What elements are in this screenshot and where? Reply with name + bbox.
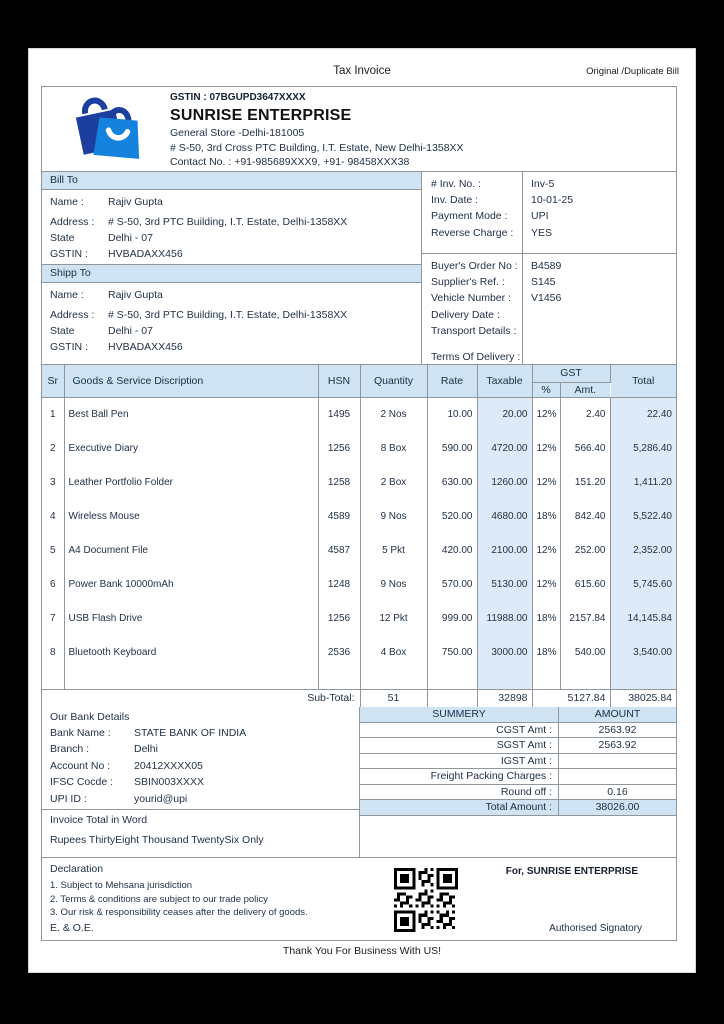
bank-details-block [42,707,359,810]
col-rate: Rate [427,365,477,397]
address-field-row [50,307,413,323]
summary-filler [360,816,676,858]
col-gst-pct: % [532,382,560,397]
item-rate: 570.00 [427,568,477,602]
item-gst-pct: 18% [532,636,560,670]
item-sr: 7 [42,602,64,636]
company-gstin: GSTIN : 07BGUPD3647XXXX [170,92,306,103]
item-rate: 420.00 [427,533,477,567]
meta-value: V1456 [531,292,562,305]
invoice-page [28,48,696,973]
items-section [42,365,676,707]
items-table [42,365,676,707]
item-qty: 5 Pkt [360,533,427,567]
item-hsn: 2536 [318,636,360,670]
items-filler-row [42,670,676,689]
summary-amount [558,754,676,769]
item-row [42,568,676,602]
meta-value: S145 [531,276,556,289]
meta-row [422,274,676,290]
meta-row [422,225,676,241]
summary-row [360,769,676,785]
summary-amount [558,769,676,784]
item-qty: 9 Nos [360,499,427,533]
item-gst-amt: 151.20 [560,465,610,499]
item-gst-amt: 566.40 [560,431,610,465]
item-description: A4 Document File [64,533,318,567]
address-field-row [50,339,413,355]
item-gst-pct: 18% [532,499,560,533]
subtotal-label: Sub-Total: [42,689,360,707]
bank-value: yourid@upi [134,792,188,805]
item-row [42,533,676,567]
bank-value: 20412XXXX05 [134,759,203,772]
subtotal-rate [427,689,477,707]
meta-value: YES [531,226,553,239]
item-rate: 10.00 [427,397,477,431]
field-value: Delhi - 07 [108,232,153,244]
summary-label: Total Amount : [485,801,552,813]
item-taxable: 2100.00 [477,533,532,567]
field-value: Delhi - 07 [108,325,153,337]
address-field-row [50,194,413,210]
meta-value: UPI [531,210,549,223]
field-label: GSTIN : [50,341,88,353]
bank-row [50,725,351,741]
item-gst-pct: 12% [532,397,560,431]
bank-label: Account No : [50,759,111,772]
bank-details-title: Our Bank Details [50,711,130,723]
item-taxable: 4720.00 [477,431,532,465]
item-description: Power Bank 10000mAh [64,568,318,602]
field-value: Rajiv Gupta [108,196,163,208]
item-total: 1,411.20 [610,465,676,499]
subtotal-qty: 51 [360,689,427,707]
bank-value: Delhi [134,743,158,756]
field-value: # S-50, 3rd PTC Building, I.T. Estate, Delhi-1358XX [108,216,348,228]
item-total: 5,286.40 [610,431,676,465]
summary-label: IGST Amt : [500,754,552,767]
invoice-frame [41,86,677,941]
meta-label: Vehicle Number : [431,292,511,305]
field-label: State [50,325,75,337]
item-gst-amt: 540.00 [560,636,610,670]
qr-code [394,868,458,932]
bill-to-title: Bill To [42,172,421,190]
amount-in-words-block [42,810,359,850]
col-gst: GST [532,365,610,382]
item-description: Best Ball Pen [64,397,318,431]
company-header [42,87,676,172]
item-qty: 12 Pkt [360,602,427,636]
items-header-row [42,365,676,382]
meta-value: 10-01-25 [531,194,574,207]
field-value: # S-50, 3rd PTC Building, I.T. Estate, Delhi-1358XX [108,309,348,321]
meta-value: Inv-5 [531,178,555,190]
summary-amount: 38026.00 [558,800,676,815]
bank-details-column [42,707,360,857]
declaration-list [50,879,308,920]
item-row [42,431,676,465]
company-tagline: General Store -Delhi-181005 [170,127,305,139]
col-sr: Sr [42,365,64,397]
summary-label: SGST Amt : [496,739,552,751]
addresses-column [42,172,422,364]
field-label: GSTIN : [50,248,88,260]
item-qty: 9 Nos [360,568,427,602]
meta-value [522,323,531,339]
item-sr: 1 [42,397,64,431]
col-hsn: HSN [318,365,360,397]
col-quantity: Quantity [360,365,427,397]
item-row [42,397,676,431]
item-sr: 3 [42,465,64,499]
summary-header-row [360,707,676,723]
meta-row [422,208,676,224]
item-rate: 520.00 [427,499,477,533]
bank-rows [50,725,351,807]
copy-type-label: Original /Duplicate Bill [586,66,679,77]
meta-label: Terms Of Delivery : [431,351,521,364]
company-contact: Contact No. : +91-985689XXX9, +91- 98458XXX38 [170,156,410,169]
ship-to-title: Shipp To [42,265,421,283]
item-description: Executive Diary [64,431,318,465]
item-total: 22.40 [610,397,676,431]
item-qty: 8 Box [360,431,427,465]
item-description: Wireless Mouse [64,499,318,533]
summary-label: Freight Packing Charges : [430,770,552,782]
ship-to-fields [42,283,421,357]
item-row [42,499,676,533]
field-label: Name : [50,196,84,208]
col-taxable: Taxable [477,365,532,397]
summary-amount: 2563.92 [558,723,676,738]
item-total: 5,522.40 [610,499,676,533]
item-total: 14,145.84 [610,602,676,636]
item-gst-amt: 2157.84 [560,602,610,636]
item-hsn: 1248 [318,568,360,602]
bank-row [50,758,351,774]
item-total: 2,352.00 [610,533,676,567]
item-qty: 2 Box [360,465,427,499]
item-rate: 999.00 [427,602,477,636]
item-description: USB Flash Drive [64,602,318,636]
for-company-label: For, SUNRISE ENTERPRISE [505,866,638,877]
meta-group-shipping [422,254,676,365]
amount-words-title: Invoice Total in Word [50,814,148,826]
field-value: HVBADAXX456 [108,341,183,353]
bank-label: Bank Name : [50,727,111,739]
item-hsn: 1495 [318,397,360,431]
item-gst-pct: 18% [532,602,560,636]
field-value: HVBADAXX456 [108,248,183,260]
declaration-item: 3. Our risk & responsibility ceases after the delivery of goods. [50,907,308,918]
item-rate: 590.00 [427,431,477,465]
col-gst-amt: Amt. [560,382,610,397]
summary-row [360,738,676,754]
eoe-label: E. & O.E. [50,922,94,934]
item-row [42,602,676,636]
meta-row [422,258,676,274]
item-description: Bluetooth Keyboard [64,636,318,670]
item-gst-pct: 12% [532,533,560,567]
thank-you-note: Thank You For Business With US! [282,945,442,957]
item-gst-amt: 842.40 [560,499,610,533]
item-rate: 630.00 [427,465,477,499]
meta-label: Supplier's Ref. : [431,276,505,289]
item-taxable: 3000.00 [477,636,532,670]
meta-label: Inv. Date : [431,194,479,207]
item-hsn: 1256 [318,602,360,636]
meta-value: B4589 [531,260,562,272]
declaration-item: 2. Terms & conditions are subject to our trade policy [50,893,268,905]
authorised-signatory-label: Authorised Signatory [549,923,642,934]
meta-divider [522,172,523,364]
field-label: Address : [50,216,95,228]
meta-value [522,349,531,365]
item-gst-pct: 12% [532,431,560,465]
field-value: Rajiv Gupta [108,289,163,301]
address-field-row [50,323,413,339]
meta-label: Transport Details : [431,324,517,337]
subtotal-row [42,689,676,707]
company-address: # S-50, 3rd Cross PTC Building, I.T. Estate, New Delhi-1358XX [170,141,464,154]
field-label: Address : [50,309,95,321]
item-sr: 5 [42,533,64,567]
item-rate: 750.00 [427,636,477,670]
meta-label: Payment Mode : [431,210,508,223]
declaration-section [42,857,676,940]
document-title: Tax Invoice [333,65,391,77]
amount-words-value: Rupees ThirtyEight Thousand TwentySix Only [50,834,264,846]
company-info [170,92,464,169]
meta-label: Delivery Date : [431,308,500,321]
item-taxable: 11988.00 [477,602,532,636]
summary-label: CGST Amt : [496,723,552,736]
summary-amount: 2563.92 [558,738,676,753]
company-name: SUNRISE ENTERPRISE [170,106,352,124]
summary-label: Round off : [500,785,552,798]
item-qty: 2 Nos [360,397,427,431]
meta-row [422,307,676,323]
meta-label: Buyer's Order No : [431,260,518,272]
parties-section [42,172,676,365]
item-qty: 4 Box [360,636,427,670]
summary-row [360,723,676,739]
item-row [42,465,676,499]
item-taxable: 5130.00 [477,568,532,602]
meta-group-invoice [422,172,676,254]
bank-label: IFSC Cocde : [50,776,114,789]
item-gst-amt: 2.40 [560,397,610,431]
col-description: Goods & Service Discription [64,365,318,397]
meta-row [422,290,676,306]
bill-to-block [42,172,421,264]
summary-header-amount: AMOUNT [558,707,676,722]
item-gst-pct: 12% [532,465,560,499]
field-label: State [50,232,75,244]
item-hsn: 4587 [318,533,360,567]
bank-label: Branch : [50,743,90,756]
item-gst-amt: 252.00 [560,533,610,567]
bank-row [50,741,351,757]
bank-row [50,791,351,807]
item-total: 5,745.60 [610,568,676,602]
ship-to-block [42,264,421,357]
subtotal-gst-amount: 5127.84 [532,689,610,707]
summary-amount: 0.16 [558,785,676,800]
bill-to-fields [42,190,421,264]
meta-value [522,307,531,323]
item-gst-amt: 615.60 [560,568,610,602]
item-taxable: 20.00 [477,397,532,431]
item-hsn: 4589 [318,499,360,533]
item-sr: 8 [42,636,64,670]
address-field-row [50,214,413,230]
item-row [42,636,676,670]
bank-value: SBIN003XXXX [134,776,205,789]
address-field-row [50,230,413,246]
item-description: Leather Portfolio Folder [64,465,318,499]
meta-label: Reverse Charge : [431,226,514,239]
summary-row [360,754,676,770]
summary-column [360,707,676,857]
declaration-title: Declaration [50,863,104,875]
bank-label: UPI ID : [50,792,87,805]
declaration-item: 1. Subject to Mehsana jurisdiction [50,880,193,891]
col-total: Total [610,365,676,397]
item-total: 3,540.00 [610,636,676,670]
invoice-meta-panel [422,172,676,364]
field-label: Name : [50,289,84,301]
item-hsn: 1256 [318,431,360,465]
item-taxable: 4680.00 [477,499,532,533]
item-sr: 4 [42,499,64,533]
meta-row [422,176,676,192]
item-taxable: 1260.00 [477,465,532,499]
subtotal-taxable: 32898 [477,689,532,707]
meta-row [422,323,676,339]
summary-row [360,785,676,801]
address-field-row [50,287,413,303]
bank-value: STATE BANK OF INDIA [134,727,247,739]
summary-row [360,800,676,816]
item-sr: 2 [42,431,64,465]
subtotal-total: 38025.84 [610,689,676,707]
item-hsn: 1258 [318,465,360,499]
meta-label: # Inv. No. : [431,178,481,190]
meta-row [422,192,676,208]
totals-section [42,707,676,857]
item-sr: 6 [42,568,64,602]
summary-header-label: SUMMERY [432,708,486,720]
address-field-row [50,246,413,262]
meta-row [422,349,676,365]
shopping-bag-logo-icon [72,95,150,170]
item-gst-pct: 12% [532,568,560,602]
bank-row [50,774,351,790]
